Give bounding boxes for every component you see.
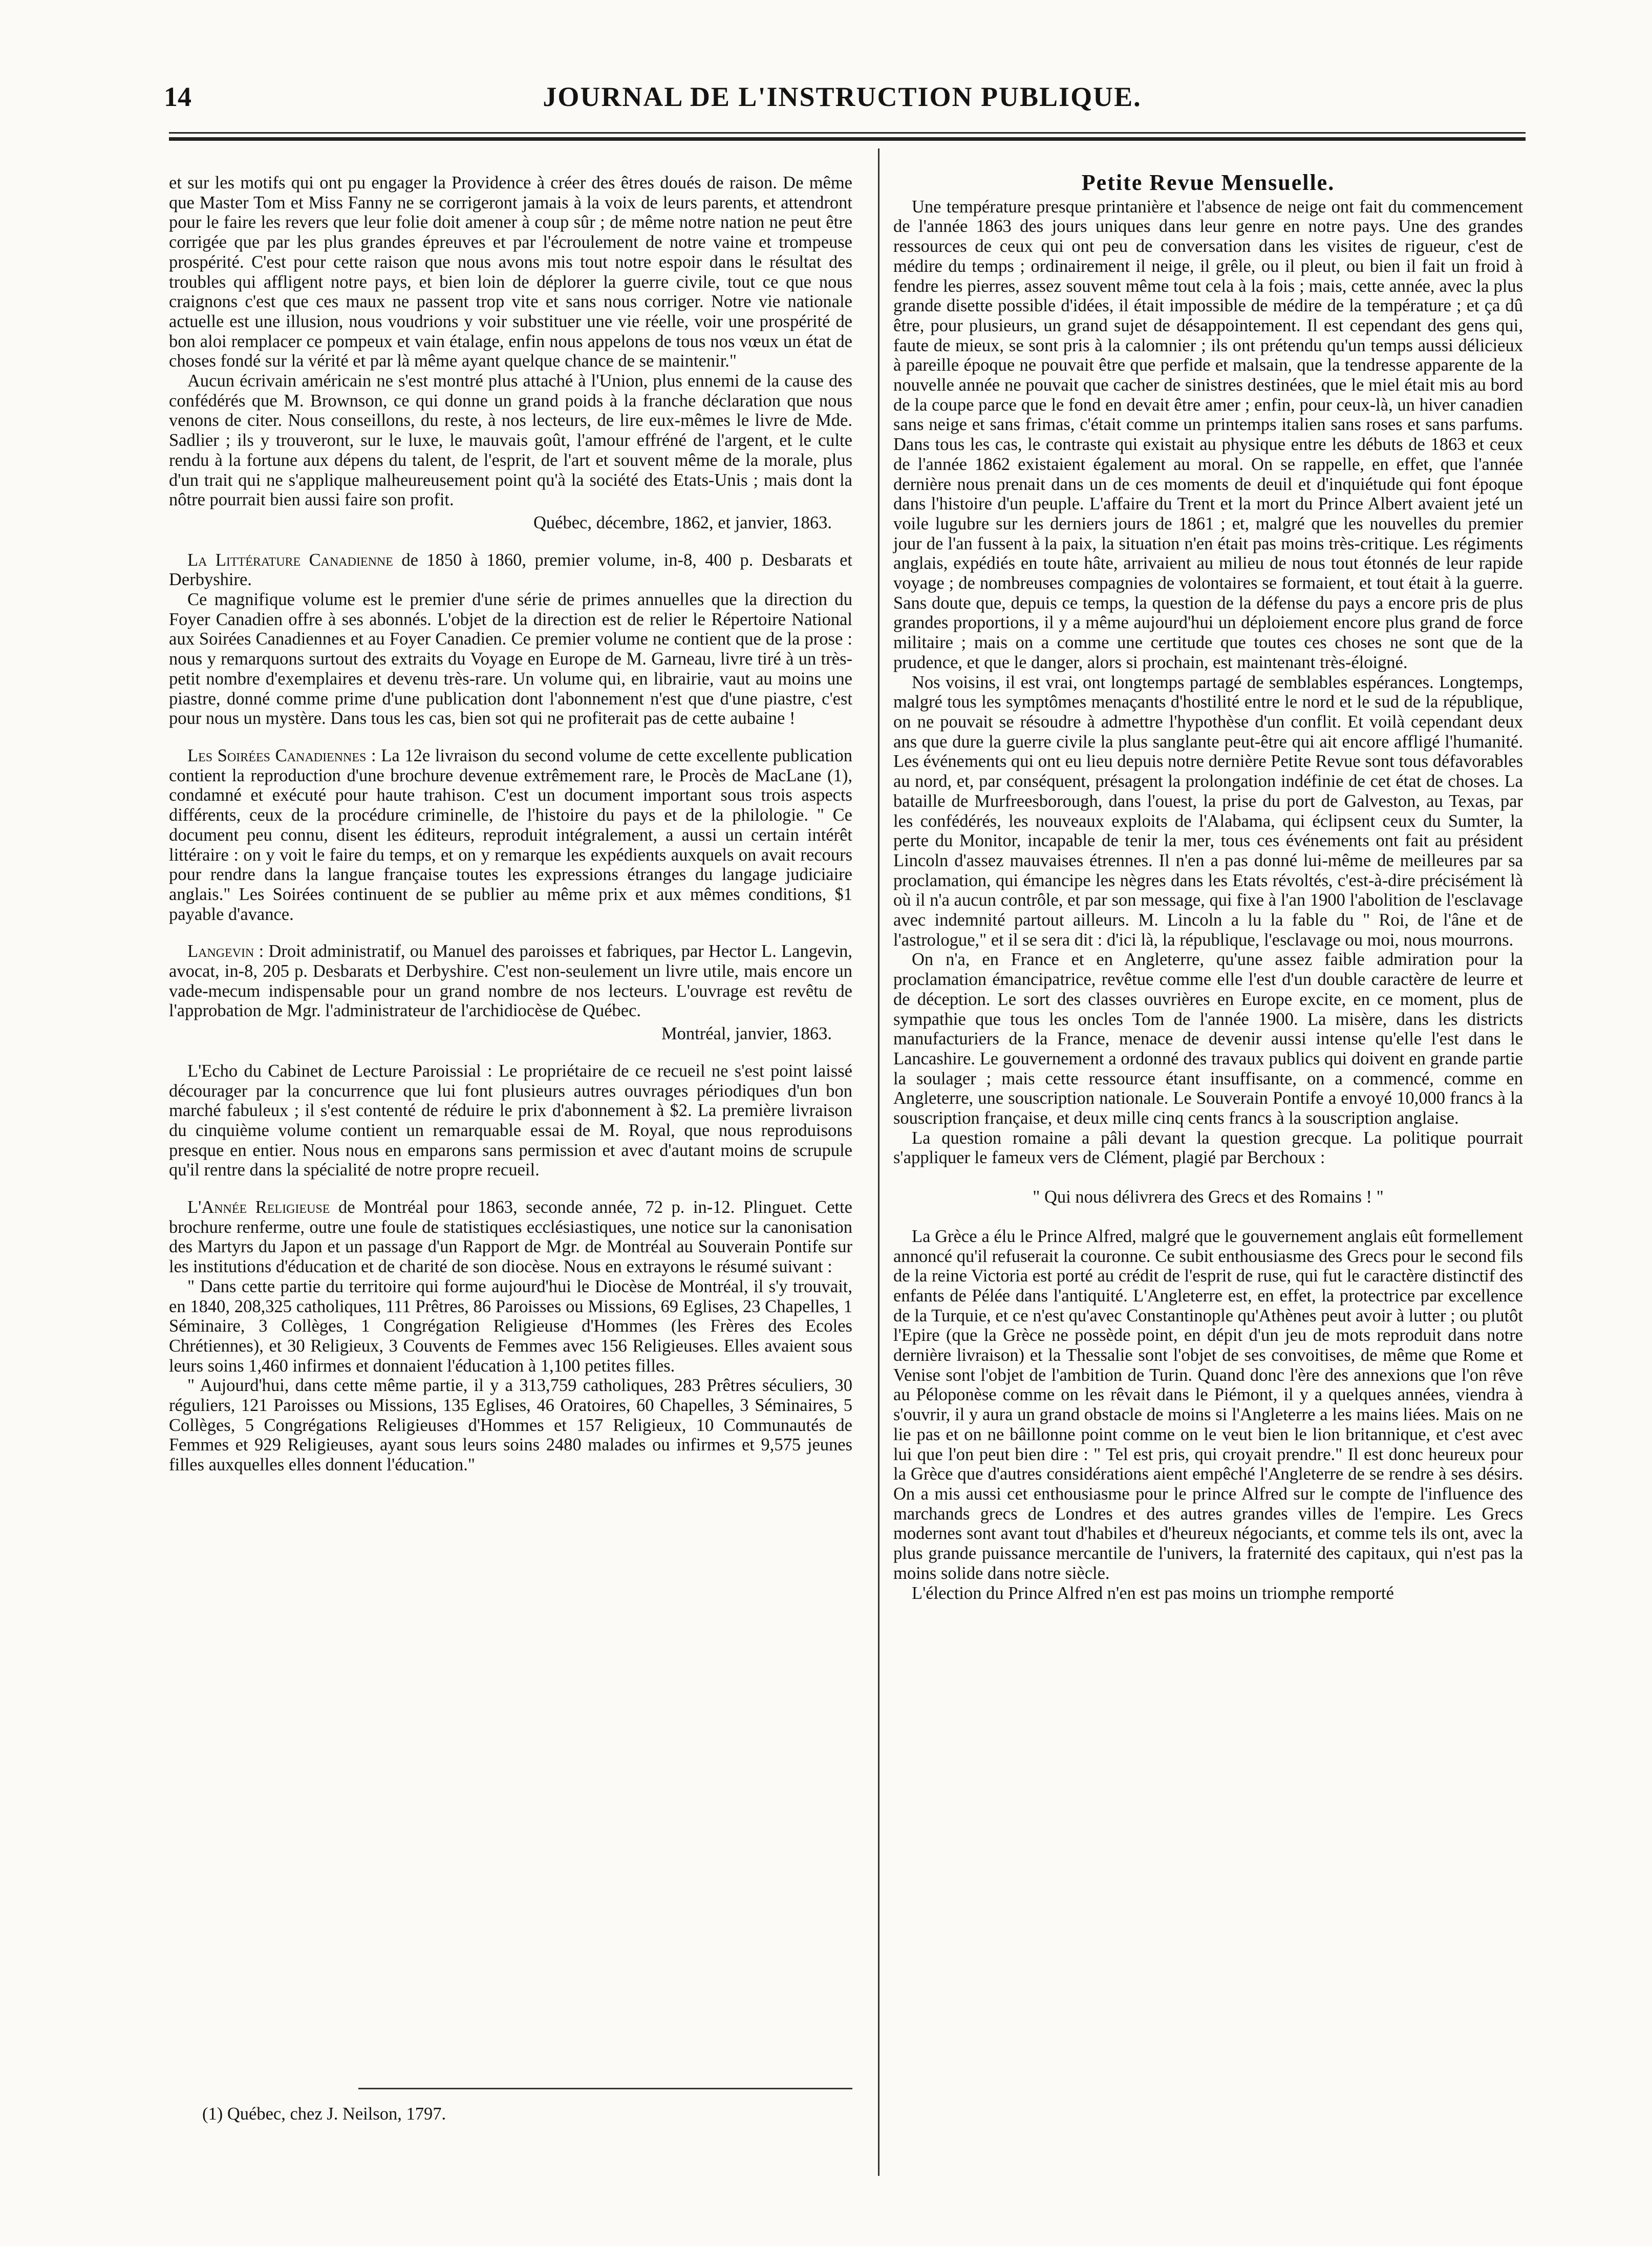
paragraph: L'élection du Prince Alfred n'en est pas moins un triomphe remporté <box>912 1583 1394 1603</box>
section-heading: Petite Revue Mensuelle. <box>1081 170 1335 195</box>
review-text: : Droit administratif, ou Manuel des paroisses et fabriques, par Hector L. Langevin, avocat, in-8, 205 p. Desbarats et Derbyshire. C'est non-seulement un livre utile, mais encore un vade-mecum indispensable pour un grand nombre de nos lecteurs. L'ouvrage est revêtu de l'approbation de Mgr. l'administrateur de l'archidiocèse de Québec. <box>169 942 852 1021</box>
quoted-statistics-today: " Aujourd'hui, dans cette même partie, il y a 313,759 catholiques, 283 Prêtres séculiers, 30 réguliers, 121 Paroisses ou Missions, 135 Eglises, 46 Oratoires, 60 Chapelles, 3 Séminaires, 5 Collèges, 5 Congrégations Religieuses d'Hommes et 157 Religieux, 10 Communautés de Femmes et 929 Religieuses, ayant sous leurs soins 2480 malades ou infirmes et 9,575 jeunes filles auxquelles elles donnent l'éducation." <box>169 1376 852 1475</box>
paragraph: On n'a, en France et en Angleterre, qu'une assez faible admiration pour la proclamation émancipatrice, revêtue comme elle l'est d'un double caractère de leurre et de déception. Le sort des classes ouvrières en Europe excite, en ce moment, plus de sympathie que tous les oncles Tom de l'année 1900. La misère, dans les districts manufacturiers de la France, menace de devenir aussi intense qu'elle l'est dans le Lancashire. Le gouvernement a ordonné des travaux publics qui doivent en grande partie la soulager ; mais cette ressource étant insuffisante, on a commencé, comme en Angleterre, une souscription nationale. Le Souverain Pontife a envoyé 10,000 francs à la souscription française, et deux mille cinq cents francs à la souscription anglaise. <box>893 950 1523 1128</box>
signoff-montreal: Montréal, janvier, 1863. <box>661 1024 832 1044</box>
review-text: : La 12e livraison du second volume de cette excellente publication contient la reproduction d'une brochure devenue extrêmement rare, le Procès de MacLane (1), condamné et exécuté pour haute trahison. C'est un document important sous trois aspects différents, ceux de la procédure criminelle, de l'histoire du pays et de la philologie. " Ce document peu connu, disent les éditeurs, reproduit intégralement, a aussi un certain intérêt littéraire : on y voit le faire du temps, et on y remarque les expédients auxquels on avait recours pour rendre dans la langue française toutes les expressions étranges du langage judiciaire anglais." Les Soirées continuent de se publier au même prix et aux mêmes conditions, $1 payable d'avance. <box>169 745 852 924</box>
review-title: L'Année Religieuse <box>187 1197 330 1217</box>
quoted-verse: " Qui nous délivrera des Grecs et des Romains ! " <box>1033 1187 1384 1207</box>
paragraph: Ce magnifique volume est le premier d'une série de primes annuelles que la direction du Foyer Canadien offre à ses abonnés. L'objet de la direction est de relier le Répertoire National aux Soirées Canadiennes et au Foyer Canadien. Ce premier volume ne contient que de la prose : nous y remarquons surtout des extraits du Voyage en Europe de M. Garneau, livre tiré à un très-petit nombre d'exemplaires et devenu très-rare. Un volume qui, en librairie, vaut au moins une piastre, donné comme prime d'une publication dont l'abonnement n'est que d'une piastre, c'est pour nous un mystère. Dans tous les cas, bien sot qui ne profiterait pas de cette aubaine ! <box>169 590 852 729</box>
paragraph: Une température presque printanière et l'absence de neige ont fait du commencement de l'année 1863 des jours uniques dans leur genre en notre pays. Une des grandes ressources de ceux qui ont peu de conversation dans les visites de rigueur, c'est de médire du temps ; ordinairement il neige, il grêle, ou il pleut, ou bien il fait un froid à fendre les pierres, assez souvent même tout cela à la fois ; mais, cette année, avec la plus grande disette possible d'idées, il était impossible de médire de la température ; et ça dû être, pour plusieurs, un grand sujet de désappointement. Il est cependant des gens qui, faute de mieux, se sont pris à la calomnier ; ils ont prétendu qu'un temps aussi délicieux à pareille époque ne pouvait être que perfide et malsain, que la tendresse apparente de la nouvelle année ne pouvait que cacher de sinistres destinées, que le miel était mis au bord de la coupe parce que le fond en devait être amer ; enfin, pour ceux-là, un hiver canadien sans neige et sans frimas, c'était comme un printemps italien sans roses et sans parfums. Dans tous les cas, le contraste qui existait au physique entre les débuts de 1863 et ceux de l'année 1862 existaient également au moral. On se rappelle, en effet, que l'année dernière nous prenait dans un de ces moments de deuil et d'inquiétude qui font époque dans l'histoire d'un peuple. L'affaire du Trent et la mort du Prince Albert avaient jeté un voile lugubre sur les derniers jours de 1861 ; et, malgré que les nouvelles du premier jour de l'an fussent à la paix, la situation n'en était pas moins très-critique. Les régiments anglais, expédiés en toute hâte, arrivaient au milieu de nous tout étonnés de leur rapide voyage ; de nombreuses compagnies de volontaires se formaient, et tout était à la guerre. Sans doute que, depuis ce temps, la question de la défense du pays a encore pris de plus grandes proportions, il y a même aujourd'hui un déploiement encore plus grand de force militaire ; mais on a comme une certitude que toutes ces choses ne sont que de la prudence, et que le danger, alors si prochain, est maintenant très-éloigné. <box>893 197 1523 672</box>
paragraph: La question romaine a pâli devant la question grecque. La politique pourrait s'appliquer le fameux vers de Clément, plagié par Berchoux : <box>893 1128 1523 1168</box>
review-title: Langevin <box>187 942 254 961</box>
review-annee-religieuse <box>169 1197 852 1277</box>
quoted-statistics-1840: " Dans cette partie du territoire qui forme aujourd'hui le Diocèse de Montréal, il s'y trouvait, en 1840, 208,325 catholiques, 111 Prêtres, 86 Paroisses ou Missions, 69 Eglises, 23 Chapelles, 1 Séminaire, 3 Collèges, 1 Congrégation Religieuse d'Hommes (les Frères des Ecoles Chrétiennes), et 30 Religieux, 3 Couvents de Femmes avec 156 Religieuses. Elles avaient sous leurs soins 1,460 infirmes et donnaient l'éducation à 1,100 petites filles. <box>169 1276 852 1376</box>
header-rule-thick <box>169 137 1526 141</box>
paragraph: et sur les motifs qui ont pu engager la Providence à créer des êtres doués de raison. De même que Master Tom et Miss Fanny ne se corrigeront jamais à la voix de leurs parents, et attendront pour le faire les revers que leur folie doit amener à coup sûr ; de même notre nation ne peut être corrigée que par les plus grandes épreuves et par l'écroulement de notre vaine et trompeuse prospérité. C'est pour cette raison que nous avons mis tout notre espoir dans le résultat des troubles qui affligent notre pays, et bien loin de déplorer la guerre civile, tout ce que nous craignons c'est que ces maux ne passent trop vite et sans nous corriger. Notre vie nationale actuelle est une illusion, nous voudrions y voir substituer une vie réelle, voir une prospérité de bon aloi remplacer ce pompeux et vain étalage, enfin nous appelons de tous nos vœux un état de choses fondé sur la vérité et par là même ayant quelque chance de se maintenir." <box>169 173 852 371</box>
review-title: Les Soirées Canadiennes <box>187 745 367 765</box>
journal-title: JOURNAL DE L'INSTRUCTION PUBLIQUE. <box>543 81 1142 112</box>
review-langevin <box>169 942 852 1021</box>
signoff-quebec: Québec, décembre, 1862, et janvier, 1863. <box>533 512 832 532</box>
footnote: (1) Québec, chez J. Neilson, 1797. <box>202 2104 446 2124</box>
header-rule-thin <box>169 132 1526 134</box>
paragraph: Aucun écrivain américain ne s'est montré plus attaché à l'Union, plus ennemi de la cause des confédérés que M. Brownson, ce qui donne un grand poids à la franche déclaration que nous venons de citer. Nous conseillons, du reste, à nos lecteurs, de lire eux-mêmes le livre de Mde. Sadlier ; ils y trouveront, sur le luxe, le mauvais goût, l'amour effréné de l'argent, et le culte rendu à la fortune aux dépens du talent, de l'esprit, de l'art et souvent même de la morale, plus d'un trait qui ne s'applique malheureusement point qu'à la société des Etats-Unis ; mais dont la nôtre pourrait bien aussi faire son profit. <box>169 371 852 510</box>
right-column <box>893 170 1523 1603</box>
review-title: La Littérature Canadienne <box>187 550 393 570</box>
footnote-rule <box>358 2088 852 2089</box>
review-echo-cabinet: L'Echo du Cabinet de Lecture Paroissial : Le propriétaire de ce recueil ne s'est point laissé décourager par la concurrence que lui font plusieurs autres ouvrages périodiques d'un bon marché fabuleux ; il s'est contenté de réduire le prix d'abonnement à $2. La première livraison du cinquième volume contient un remarquable essai de M. Royal, que nous reproduisons presque en entier. Nous nous en emparons sans permission et avec d'autant moins de scrupule qu'il rentre dans la spécialité de notre propre recueil. <box>169 1061 852 1180</box>
paragraph: La Grèce a élu le Prince Alfred, malgré que le gouvernement anglais eût formellement annoncé qu'il refuserait la couronne. Ce subit enthousiasme des Grecs pour le second fils de la reine Victoria est porté au crédit de l'esprit de ruse, qui fut le caractère distinctif des enfants de Pélée dans l'antiquité. L'Angleterre est, en effet, la protectrice par excellence de la Turquie, et ce n'est qu'avec Constantinople qu'Athènes peut avoir à lutter ; ou plutôt l'Epire (que la Grèce ne possède point, en dépit d'un jeu de mots reproduit dans notre dernière livraison) et la Thessalie sont l'objet de ses convoitises, de même que Rome et Venise sont l'objet de l'ambition de Turin. Quand donc l'ère des annexions que l'on rêve au Péloponèse comme on les rêvait dans le Piémont, il y a quelques années, viendra à s'ouvrir, il y aura un grand obstacle de moins si l'Angleterre a les mains liées. Mais on ne lie pas et on ne bâillonne point comme on le veut bien le lion britannique, et c'est avec lui que l'on peut bien dire : " Tel est pris, qui croyait prendre." Il est donc heureux pour la Grèce que d'autres considérations aient empêché l'Angleterre de se rendre à ses désirs. On a mis aussi cet enthousiasme pour le prince Alfred sur le compte de l'influence des marchands grecs de Londres et des autres grandes villes de l'empire. Les Grecs modernes sont avant tout d'habiles et d'heureux négociants, et comme tels ils ont, avec la plus grande puissance mercantile de l'univers, la fraternité des capitaux, qui n'est pas la moins solide dans notre siècle. <box>893 1226 1523 1583</box>
review-text: de Montréal pour 1863, seconde année, 72 p. in-12. Plinguet. Cette brochure renferme, outre une foule de statistiques ecclésiastiques, une notice sur la canonisation des Martyrs du Japon et un passage d'un Rapport de Mgr. de Montréal au Souverain Pontife sur les institutions d'éducation et de charité de son diocèse. Nous en extrayons le résumé suivant : <box>169 1197 852 1277</box>
review-soirees-canadiennes <box>169 746 852 924</box>
paragraph: Nos voisins, il est vrai, ont longtemps partagé de semblables espérances. Longtemps, malgré tous les symptômes menaçants d'hostilité entre le nord et le sud de la république, on ne pouvait se résoudre à admettre l'hypothèse d'un conflit. Et voilà cependant deux ans que dure la guerre civile la plus sanglante peut-être qui ait encore affligé l'humanité. Les événements qui ont eu lieu depuis notre dernière Petite Revue sont tous défavorables au nord, et, par conséquent, présagent la prolongation indéfinie de cet état de choses. La bataille de Murfreesborough, dans l'ouest, la prise du port de Galveston, au Texas, par les confédérés, les nouveaux exploits de l'Alabama, qui éclipsent ceux du Sumter, la perte du Monitor, incapable de tenir la mer, tous ces événements ont fait au président Lincoln d'assez mauvaises étrennes. Il n'en a pas donné lui-même de meilleures par sa proclamation, qui émancipe les nègres dans les Etats révoltés, c'est-à-dire précisément là où il n'a aucun contrôle, et par son message, qui fixe à l'an 1900 l'abolition de l'esclavage avec indemnité partout ailleurs. M. Lincoln a lu la fable du " Roi, de l'âne et de l'astrologue," et il se sera dit : d'ici là, la république, l'esclavage ou moi, nous mourrons. <box>893 672 1523 950</box>
review-text: de 1850 à 1860, premier volume, in-8, 400 p. Desbarats et Derbyshire. <box>169 550 852 590</box>
page-header <box>159 77 1526 118</box>
page-number: 14 <box>164 81 191 112</box>
review-litterature-canadienne <box>169 550 852 590</box>
column-divider <box>878 148 879 2176</box>
left-column <box>169 173 852 1475</box>
